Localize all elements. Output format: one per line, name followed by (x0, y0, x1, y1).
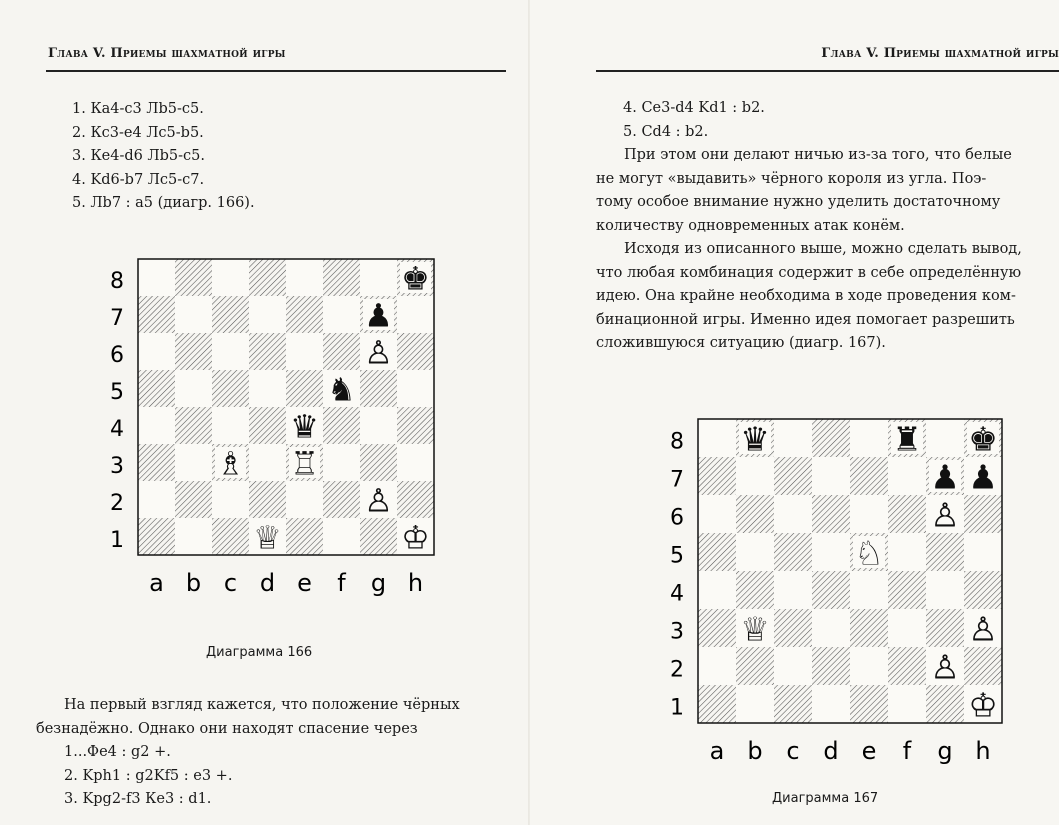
light-square (698, 647, 736, 685)
light-square (812, 685, 850, 723)
dark-square (397, 333, 434, 370)
dark-square (926, 533, 964, 571)
chess-piece-h3: ♙ (968, 609, 998, 649)
file-label: b (747, 737, 763, 765)
dark-square (249, 407, 286, 444)
light-square (175, 370, 212, 407)
dark-square (964, 571, 1002, 609)
light-square (812, 457, 850, 495)
diagram-caption: Диаграмма 167 (772, 791, 879, 806)
file-label: d (823, 737, 839, 765)
file-label: e (297, 569, 312, 597)
light-square (175, 518, 212, 555)
dark-square (138, 296, 175, 333)
chess-piece-f8: ♜ (892, 419, 922, 459)
rank-label: 4 (670, 581, 684, 607)
dark-square (774, 457, 812, 495)
chess-piece-h1: ♔ (968, 685, 998, 725)
dark-square (888, 495, 926, 533)
dark-square (698, 533, 736, 571)
light-square (212, 259, 249, 296)
light-square (323, 518, 360, 555)
move-line: 2. Kph1 : g2Kf5 : е3 +. (64, 767, 233, 784)
dark-square (286, 370, 323, 407)
chess-diagram-167 (660, 412, 1059, 772)
rank-label: 4 (110, 416, 124, 442)
dark-square (812, 419, 850, 457)
light-square (888, 533, 926, 571)
dark-square (964, 495, 1002, 533)
light-square (698, 419, 736, 457)
dark-square (138, 444, 175, 481)
move-line: 3. Kpg2-f3 Ке3 : d1. (64, 791, 212, 807)
light-square (249, 296, 286, 333)
text-line: При этом они делают ничью из-за того, что белые (624, 147, 1012, 163)
text-line: Исходя из описанного выше, можно сделать вывод, (624, 241, 1022, 257)
rank-label: 8 (670, 429, 684, 455)
dark-square (138, 370, 175, 407)
chess-piece-e4: ♛ (290, 407, 319, 446)
dark-square (774, 533, 812, 571)
light-square (397, 370, 434, 407)
light-square (138, 259, 175, 296)
move-line: 5. Лb7 : а5 (диагр. 166). (72, 195, 255, 211)
text-line: не могут «выдавить» чёрного короля из угла. Поэ- (596, 170, 987, 187)
dark-square (774, 609, 812, 647)
dark-square (249, 259, 286, 296)
light-square (736, 533, 774, 571)
light-square (212, 481, 249, 518)
paragraph (596, 144, 1012, 238)
header-rule (596, 70, 1059, 72)
text-line: сложившуюся ситуацию (диагр. 167). (596, 335, 886, 351)
rank-label: 1 (110, 527, 124, 553)
light-square (286, 333, 323, 370)
light-square (774, 647, 812, 685)
light-square (888, 685, 926, 723)
rank-label: 6 (110, 342, 124, 368)
chess-piece-g2: ♙ (930, 647, 960, 687)
chess-piece-c3: ♗ (216, 444, 245, 483)
rank-label: 5 (110, 379, 124, 405)
dark-square (850, 609, 888, 647)
dark-square (774, 685, 812, 723)
dark-square (850, 685, 888, 723)
dark-square (736, 647, 774, 685)
rank-label: 3 (670, 619, 684, 645)
dark-square (360, 518, 397, 555)
light-square (888, 457, 926, 495)
chess-piece-h7: ♟ (968, 457, 998, 497)
rank-label: 8 (110, 268, 124, 294)
move-list (72, 98, 255, 216)
rank-label: 2 (110, 490, 124, 516)
light-square (360, 259, 397, 296)
dark-square (812, 495, 850, 533)
chess-piece-e5: ♘ (854, 533, 884, 573)
diagram-caption: Диаграмма 166 (206, 645, 313, 660)
dark-square (850, 457, 888, 495)
right-page (530, 0, 1059, 825)
file-label: h (407, 569, 424, 597)
dark-square (360, 444, 397, 481)
text-line: На первый взгляд кажется, что положение чёрных (64, 697, 460, 713)
dark-square (212, 370, 249, 407)
chess-piece-h8: ♚ (401, 259, 430, 298)
light-square (249, 444, 286, 481)
chess-piece-h8: ♚ (968, 419, 998, 459)
dark-square (926, 685, 964, 723)
file-label: e (861, 737, 877, 765)
text-line: тому особое внимание нужно уделить достаточному (596, 194, 1001, 210)
chess-piece-g7: ♟ (930, 457, 960, 497)
light-square (774, 495, 812, 533)
move-line: 4. Се3-d4 Kd1 : b2. (623, 100, 765, 116)
text-line: количеству одновременных атак конём. (596, 217, 905, 234)
paragraph (36, 694, 460, 741)
dark-square (212, 518, 249, 555)
dark-square (812, 571, 850, 609)
chess-piece-g2: ♙ (364, 481, 393, 520)
light-square (360, 407, 397, 444)
light-square (286, 259, 323, 296)
light-square (850, 647, 888, 685)
light-square (736, 685, 774, 723)
file-label: d (259, 569, 276, 597)
light-square (212, 333, 249, 370)
light-square (138, 407, 175, 444)
dark-square (138, 518, 175, 555)
dark-square (736, 495, 774, 533)
chess-piece-b3: ♕ (740, 609, 770, 649)
dark-square (249, 481, 286, 518)
text-line: что любая комбинация содержит в себе определённую (596, 264, 1022, 281)
rank-label: 2 (670, 657, 684, 683)
dark-square (175, 407, 212, 444)
light-square (138, 333, 175, 370)
move-list (623, 97, 765, 144)
rank-label: 7 (110, 305, 124, 331)
chess-piece-g7: ♟ (364, 296, 393, 335)
file-label: c (223, 569, 238, 597)
move-line: 2. Кс3-е4 Лс5-b5. (72, 124, 204, 141)
rank-label: 7 (670, 467, 684, 493)
move-line: 5. Cd4 : b2. (623, 123, 709, 140)
light-square (698, 495, 736, 533)
text-line: бинационной игры. Именно идея помогает разрешить (596, 311, 1015, 328)
light-square (249, 370, 286, 407)
rank-label: 5 (670, 543, 684, 569)
dark-square (964, 647, 1002, 685)
light-square (736, 457, 774, 495)
dark-square (323, 259, 360, 296)
light-square (812, 533, 850, 571)
move-line: 3. Ке4-d6 Лb5-с5. (72, 148, 205, 164)
chess-piece-d1: ♕ (253, 518, 282, 557)
light-square (397, 296, 434, 333)
dark-square (812, 647, 850, 685)
dark-square (286, 518, 323, 555)
light-square (850, 571, 888, 609)
move-line: 1. Ка4-с3 Лb5-с5. (72, 101, 204, 117)
light-square (812, 609, 850, 647)
light-square (212, 407, 249, 444)
chess-piece-f5: ♞ (327, 370, 356, 409)
dark-square (397, 407, 434, 444)
move-line: 1...Фе4 : g2 +. (64, 744, 171, 760)
file-label: a (149, 569, 164, 597)
dark-square (175, 259, 212, 296)
dark-square (698, 685, 736, 723)
chess-piece-g6: ♙ (364, 333, 393, 372)
chess-diagram-166 (100, 252, 440, 612)
dark-square (698, 457, 736, 495)
chess-piece-g6: ♙ (930, 495, 960, 535)
chess-piece-e3: ♖ (290, 444, 319, 483)
move-line: 4. Kd6-b7 Лс5-с7. (72, 171, 205, 188)
light-square (888, 609, 926, 647)
file-label: g (370, 569, 387, 597)
dark-square (286, 296, 323, 333)
text-line: идею. Она крайне необходима в ходе проведения ком- (596, 288, 1016, 304)
light-square (774, 571, 812, 609)
light-square (323, 444, 360, 481)
light-square (323, 296, 360, 333)
file-label: a (709, 737, 725, 765)
rank-label: 1 (670, 695, 684, 721)
file-label: g (937, 737, 953, 765)
light-square (926, 571, 964, 609)
dark-square (175, 333, 212, 370)
dark-square (736, 571, 774, 609)
chess-piece-h1: ♔ (401, 518, 430, 557)
rank-label: 3 (110, 453, 124, 479)
light-square (397, 444, 434, 481)
dark-square (397, 481, 434, 518)
dark-square (323, 333, 360, 370)
light-square (850, 495, 888, 533)
light-square (926, 419, 964, 457)
dark-square (360, 370, 397, 407)
light-square (774, 419, 812, 457)
light-square (175, 296, 212, 333)
dark-square (249, 333, 286, 370)
dark-square (212, 296, 249, 333)
light-square (698, 571, 736, 609)
file-label: b (185, 569, 202, 597)
light-square (850, 419, 888, 457)
dark-square (888, 571, 926, 609)
chess-piece-b8: ♛ (740, 419, 770, 459)
light-square (138, 481, 175, 518)
file-label: f (337, 569, 346, 597)
dark-square (926, 609, 964, 647)
dark-square (323, 407, 360, 444)
header-rule (46, 70, 506, 72)
light-square (286, 481, 323, 518)
file-label: c (786, 737, 800, 765)
dark-square (888, 647, 926, 685)
dark-square (698, 609, 736, 647)
file-label: f (902, 737, 912, 765)
running-header: Глава V. Приемы шахматной игры (821, 46, 1059, 61)
dark-square (175, 481, 212, 518)
text-line: безнадёжно. Однако они находят спасение через (36, 720, 418, 737)
rank-label: 6 (670, 505, 684, 531)
light-square (175, 444, 212, 481)
light-square (964, 533, 1002, 571)
running-header: Глава V. Приемы шахматной игры (48, 46, 286, 61)
file-label: h (975, 737, 991, 765)
paragraph (596, 238, 1022, 356)
dark-square (323, 481, 360, 518)
move-list (64, 741, 232, 812)
